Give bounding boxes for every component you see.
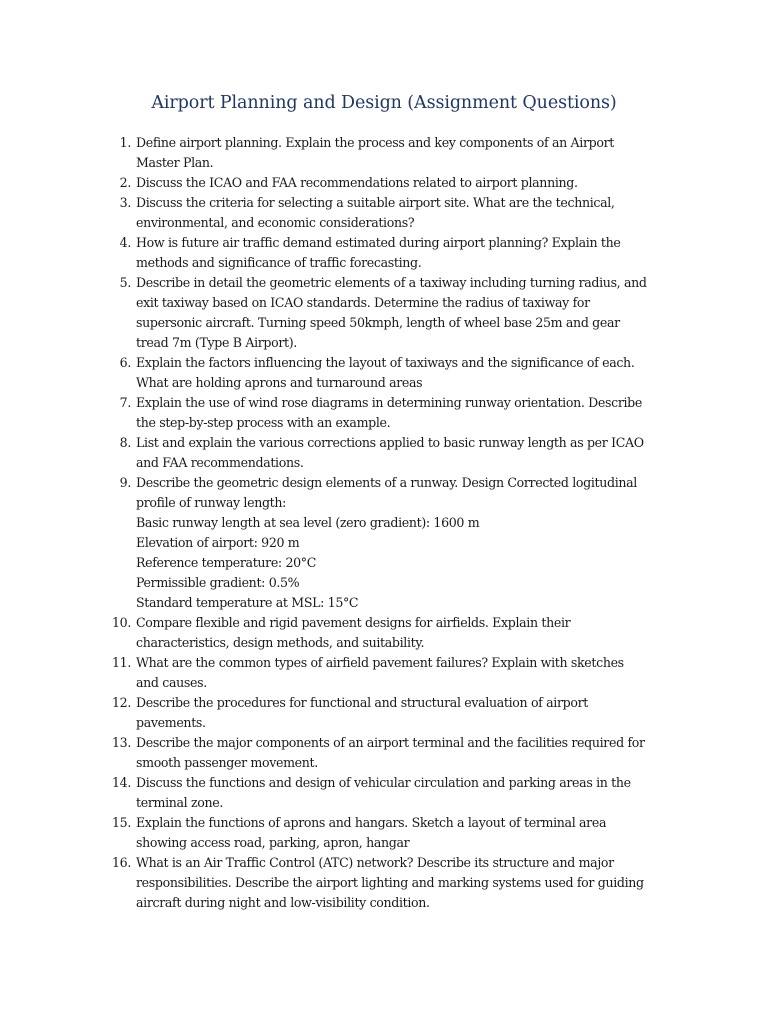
list-item (103, 193, 663, 233)
question-text-line: environmental, and economic considerations? (136, 215, 415, 230)
question-text-line: Discuss the criteria for selecting a suitable airport site. What are the technical, (136, 195, 615, 210)
question-list (103, 133, 663, 913)
question-text-line: Standard temperature at MSL: 15°C (136, 595, 359, 610)
list-item (103, 173, 663, 193)
question-number: 10. (112, 615, 131, 630)
question-text-line: Master Plan. (136, 155, 214, 170)
question-text-line: characteristics, design methods, and suitability. (136, 635, 425, 650)
list-item (103, 613, 663, 653)
question-number: 9. (119, 475, 131, 490)
question-text-line: methods and significance of traffic forecasting. (136, 255, 422, 270)
list-item (103, 233, 663, 273)
question-text-line: What are holding aprons and turnaround areas (136, 375, 423, 390)
question-text-line: smooth passenger movement. (136, 755, 318, 770)
page-title: Airport Planning and Design (Assignment Questions) (151, 93, 617, 113)
list-item (103, 653, 663, 693)
question-text-line: Describe the major components of an airport terminal and the facilities required for (136, 735, 645, 750)
question-text-line: Explain the use of wind rose diagrams in determining runway orientation. Describe (136, 395, 642, 410)
question-number: 4. (119, 235, 131, 250)
question-text-line: terminal zone. (136, 795, 224, 810)
question-text-line: Discuss the ICAO and FAA recommendations related to airport planning. (136, 175, 578, 190)
question-number: 13. (112, 735, 131, 750)
question-text-line: showing access road, parking, apron, hangar (136, 835, 410, 850)
question-text-line: Describe in detail the geometric elements of a taxiway including turning radius, and (136, 275, 647, 290)
question-text-line: Define airport planning. Explain the process and key components of an Airport (136, 135, 614, 150)
question-text-line: Elevation of airport: 920 m (136, 535, 300, 550)
list-item (103, 693, 663, 733)
question-number: 3. (119, 195, 131, 210)
question-text-line: What are the common types of airfield pavement failures? Explain with sketches (136, 655, 624, 670)
question-number: 7. (119, 395, 131, 410)
question-text-line: and causes. (136, 675, 207, 690)
question-text-line: tread 7m (Type B Airport). (136, 335, 297, 350)
question-text-line: Reference temperature: 20°C (136, 555, 317, 570)
question-number: 16. (112, 855, 131, 870)
list-item (103, 433, 663, 473)
question-number: 5. (119, 275, 131, 290)
list-item (103, 853, 663, 913)
list-item (103, 353, 663, 393)
question-text-line: Permissible gradient: 0.5% (136, 575, 300, 590)
list-item (103, 733, 663, 773)
question-text-line: supersonic aircraft. Turning speed 50kmph, length of wheel base 25m and gear (136, 315, 620, 330)
question-text-line: Compare flexible and rigid pavement designs for airfields. Explain their (136, 615, 571, 630)
question-text-line: How is future air traffic demand estimated during airport planning? Explain the (136, 235, 621, 250)
question-number: 1. (119, 135, 131, 150)
list-item (103, 813, 663, 853)
question-text-line: aircraft during night and low-visibility condition. (136, 895, 430, 910)
list-item (103, 133, 663, 173)
question-number: 12. (112, 695, 131, 710)
question-number: 14. (112, 775, 131, 790)
question-text-line: the step-by-step process with an example. (136, 415, 391, 430)
question-text-line: Explain the factors influencing the layout of taxiways and the significance of each. (136, 355, 635, 370)
question-text-line: Describe the procedures for functional and structural evaluation of airport (136, 695, 588, 710)
question-text-line: List and explain the various corrections applied to basic runway length as per ICAO (136, 435, 644, 450)
question-text-line: What is an Air Traffic Control (ATC) network? Describe its structure and major (136, 855, 614, 870)
list-item (103, 393, 663, 433)
question-number: 8. (119, 435, 131, 450)
question-number: 2. (119, 175, 131, 190)
question-number: 15. (112, 815, 131, 830)
question-text-line: responsibilities. Describe the airport lighting and marking systems used for guiding (136, 875, 644, 890)
question-number: 11. (112, 655, 131, 670)
question-text-line: exit taxiway based on ICAO standards. Determine the radius of taxiway for (136, 295, 590, 310)
question-number: 6. (119, 355, 131, 370)
list-item (103, 773, 663, 813)
list-item (103, 473, 663, 613)
question-text-line: pavements. (136, 715, 206, 730)
question-text-line: Discuss the functions and design of vehicular circulation and parking areas in the (136, 775, 631, 790)
question-text-line: and FAA recommendations. (136, 455, 304, 470)
question-text-line: profile of runway length: (136, 495, 287, 510)
question-text-line: Explain the functions of aprons and hangars. Sketch a layout of terminal area (136, 815, 607, 830)
question-text-line: Describe the geometric design elements of a runway. Design Corrected logitudinal (136, 475, 637, 490)
list-item (103, 273, 663, 353)
question-text-line: Basic runway length at sea level (zero gradient): 1600 m (136, 515, 480, 530)
